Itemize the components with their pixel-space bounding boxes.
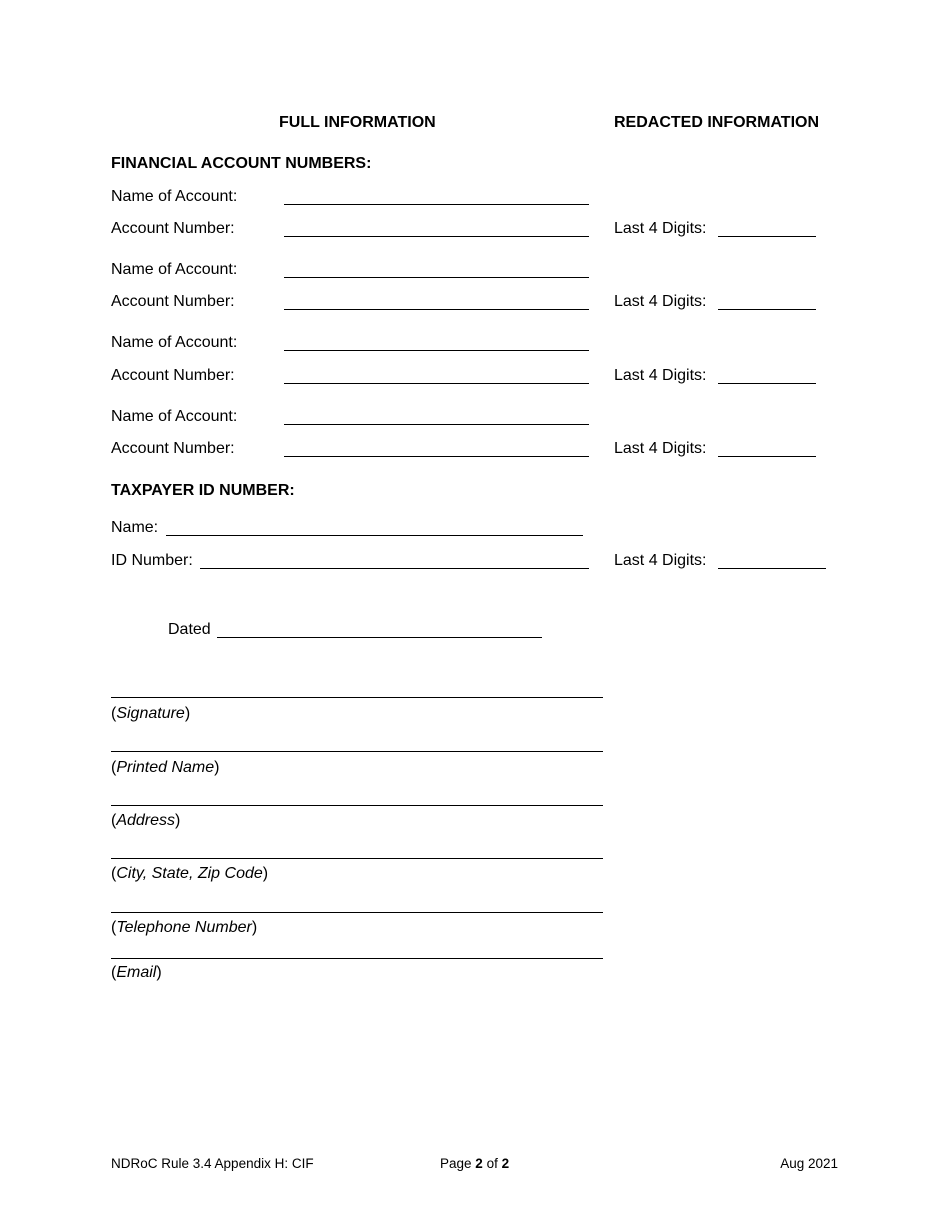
signature-caption-text: Signature (116, 705, 185, 722)
dated-field[interactable] (217, 637, 542, 638)
footer-page-number (440, 1155, 509, 1173)
signature-caption: (Signature) (111, 705, 191, 722)
account-number-field[interactable] (284, 309, 589, 310)
account-number-label: Account Number: (111, 220, 235, 237)
account-name-field[interactable] (284, 204, 589, 205)
last-4-digits-label: Last 4 Digits: (614, 440, 707, 457)
last-4-digits-label: Last 4 Digits: (614, 220, 707, 237)
email-caption: (Email) (111, 964, 162, 981)
printed-name-caption-text: Printed Name (116, 759, 215, 776)
footer-rule-reference: NDRoC Rule 3.4 Appendix H: CIF (111, 1156, 314, 1171)
redacted-information-heading: REDACTED INFORMATION (614, 114, 820, 131)
email-caption-text: Email (116, 964, 157, 981)
city-state-zip-caption: (City, State, Zip Code) (111, 865, 269, 882)
full-information-heading: FULL INFORMATION (279, 114, 436, 131)
footer-page-word: Page (440, 1156, 472, 1171)
account-number-label: Account Number: (111, 440, 235, 457)
account-name-field[interactable] (284, 277, 589, 278)
account-name-label: Name of Account: (111, 334, 238, 351)
account-name-label: Name of Account: (111, 408, 238, 425)
financial-account-numbers-heading: FINANCIAL ACCOUNT NUMBERS: (111, 155, 372, 172)
footer-date: Aug 2021 (780, 1156, 838, 1171)
telephone-caption-text: Telephone Number (116, 919, 252, 936)
account-name-field[interactable] (284, 424, 589, 425)
taxpayer-id-label: ID Number: (111, 552, 193, 569)
account-name-label: Name of Account: (111, 261, 238, 278)
email-line[interactable] (111, 958, 603, 959)
last-4-digits-field[interactable] (718, 236, 816, 237)
dated-label: Dated (168, 621, 211, 638)
printed-name-line[interactable] (111, 751, 603, 752)
account-number-field[interactable] (284, 383, 589, 384)
last-4-digits-label: Last 4 Digits: (614, 367, 707, 384)
last-4-digits-field[interactable] (718, 383, 816, 384)
account-number-field[interactable] (284, 456, 589, 457)
account-number-field[interactable] (284, 236, 589, 237)
taxpayer-name-label: Name: (111, 519, 159, 536)
taxpayer-id-number-heading: TAXPAYER ID NUMBER: (111, 482, 295, 499)
last-4-digits-label: Last 4 Digits: (614, 293, 707, 310)
taxpayer-last-4-label: Last 4 Digits: (614, 552, 707, 569)
footer-page-current: 2 (475, 1156, 483, 1171)
last-4-digits-field[interactable] (718, 456, 816, 457)
account-number-label: Account Number: (111, 367, 235, 384)
city-state-zip-line[interactable] (111, 858, 603, 859)
footer-page-total: 2 (501, 1156, 510, 1171)
account-name-field[interactable] (284, 350, 589, 351)
address-caption-text: Address (116, 812, 176, 829)
telephone-caption: (Telephone Number) (111, 919, 258, 936)
last-4-digits-field[interactable] (718, 309, 816, 310)
taxpayer-name-field[interactable] (166, 535, 583, 536)
address-line[interactable] (111, 805, 603, 806)
city-state-zip-caption-text: City, State, Zip Code (116, 865, 263, 882)
address-caption: (Address) (111, 812, 181, 829)
printed-name-caption: (Printed Name) (111, 759, 220, 776)
taxpayer-last-4-field[interactable] (718, 568, 826, 569)
signature-line[interactable] (111, 697, 603, 698)
taxpayer-id-field[interactable] (200, 568, 589, 569)
footer-of-word: of (486, 1156, 498, 1171)
telephone-line[interactable] (111, 912, 603, 913)
account-name-label: Name of Account: (111, 188, 238, 205)
account-number-label: Account Number: (111, 293, 235, 310)
